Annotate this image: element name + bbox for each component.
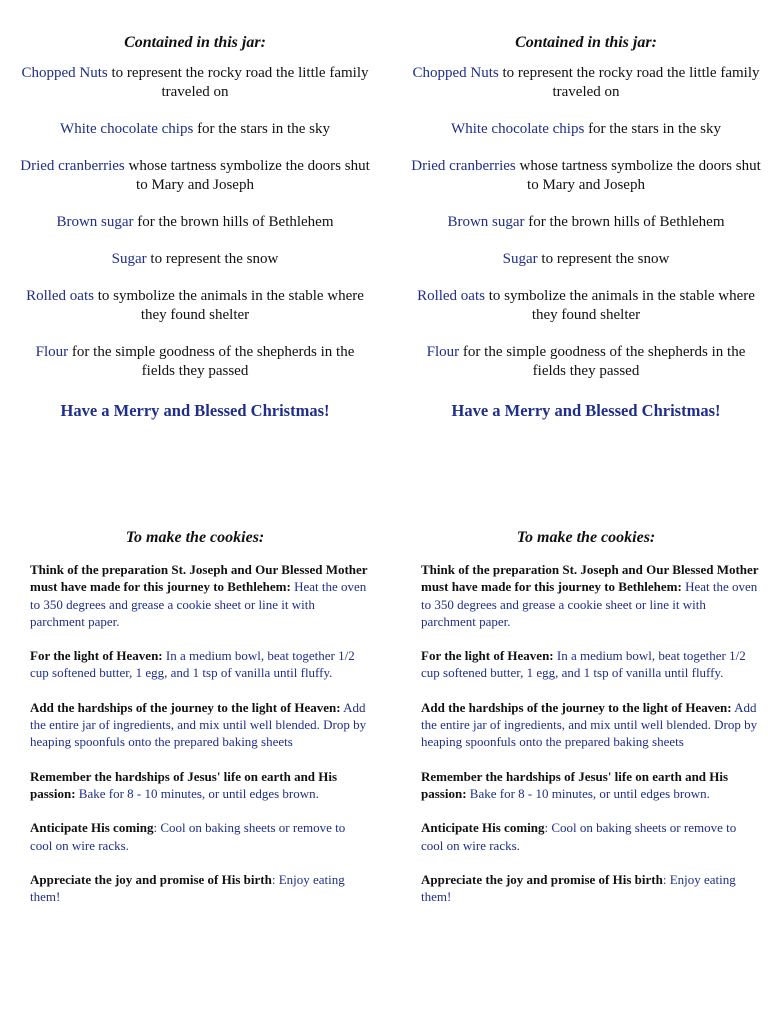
cookie-instructions-left (20, 529, 370, 922)
jar-item (411, 287, 761, 325)
ingredient-name: Rolled oats (26, 288, 94, 304)
ingredient-meaning: for the simple goodness of the shepherds in the fields they passed (68, 344, 355, 379)
step-lead: Add the hardships of the journey to the light of Heaven: (421, 699, 732, 715)
step-lead: Remember the hardships of Jesus' life on earth and His passion: (421, 768, 729, 801)
jar-item (20, 213, 370, 232)
ingredient-name: Rolled oats (417, 288, 485, 304)
step-lead: Think of the preparation St. Joseph and Our Blessed Mother must have made for this journey to Bethlehem: (30, 562, 368, 595)
ingredient-meaning: for the simple goodness of the shepherds in the fields they passed (459, 344, 746, 379)
jar-item (411, 157, 761, 195)
ingredient-meaning: to symbolize the animals in the stable where they found shelter (93, 288, 364, 323)
ingredient-meaning: to represent the snow (537, 251, 670, 267)
step-lead: Anticipate His coming (30, 820, 154, 836)
jar-item (411, 343, 761, 381)
ingredient-name: Chopped Nuts (21, 65, 108, 81)
cookies-heading: To make the cookies: (516, 529, 656, 546)
jar-item (411, 120, 761, 139)
step-lead: Anticipate His coming (421, 820, 545, 836)
ingredient-name: Brown sugar (56, 214, 134, 230)
jar-item (20, 120, 370, 139)
step-lead: For the light of Heaven: (30, 648, 163, 664)
step-instruction: : Enjoy eating them! (30, 871, 345, 905)
jar-item (411, 213, 761, 232)
ingredient-name: Brown sugar (447, 214, 525, 230)
recipe-step (20, 561, 370, 630)
recipe-step (20, 768, 370, 803)
jar-item (20, 343, 370, 381)
step-lead: Think of the preparation St. Joseph and Our Blessed Mother must have made for this journey to Bethlehem: (421, 562, 759, 595)
recipe-step (20, 647, 370, 682)
jar-item (411, 64, 761, 102)
jar-item (20, 157, 370, 195)
jar-label-left (20, 34, 370, 421)
step-instruction: Bake for 8 - 10 minutes, or until edges brown. (466, 785, 710, 801)
step-lead: For the light of Heaven: (421, 648, 554, 664)
step-instruction: Add the entire jar of ingredients, and mix until well blended. Drop by heaping spoonfuls onto the prepared baking sheets (421, 699, 758, 750)
recipe-step (411, 768, 761, 803)
ingredient-meaning: for the stars in the sky (193, 121, 330, 137)
ingredient-meaning: whose tartness symbolize the doors shut to Mary and Joseph (515, 158, 761, 193)
christmas-greeting: Have a Merry and Blessed Christmas! (60, 401, 330, 420)
jar-item (411, 250, 761, 269)
step-instruction: Heat the oven to 350 degrees and grease a cookie sheet or line it with parchment paper. (30, 579, 367, 629)
step-instruction: : Enjoy eating them! (421, 871, 736, 905)
recipe-step (20, 819, 370, 854)
ingredient-meaning: to represent the rocky road the little family traveled on (498, 65, 760, 100)
jar-item (20, 250, 370, 269)
step-instruction: Add the entire jar of ingredients, and mix until well blended. Drop by heaping spoonfuls onto the prepared baking sheets (30, 699, 367, 750)
jar-heading: Contained in this jar: (515, 34, 657, 51)
ingredient-name: Sugar (111, 251, 147, 267)
cookies-heading: To make the cookies: (125, 529, 265, 546)
ingredient-meaning: whose tartness symbolize the doors shut to Mary and Joseph (124, 158, 370, 193)
step-instruction: Heat the oven to 350 degrees and grease a cookie sheet or line it with parchment paper. (421, 579, 758, 629)
ingredient-meaning: for the brown hills of Bethlehem (524, 214, 725, 230)
step-instruction: Bake for 8 - 10 minutes, or until edges brown. (75, 785, 319, 801)
ingredient-meaning: to represent the rocky road the little family traveled on (107, 65, 369, 100)
recipe-step (411, 699, 761, 751)
step-instruction: In a medium bowl, beat together 1/2 cup softened butter, 1 egg, and 1 tsp of vanilla until fluffy. (30, 648, 355, 681)
ingredient-name: Sugar (502, 251, 538, 267)
step-instruction: : Cool on baking sheets or remove to cool on wire racks. (30, 820, 346, 853)
ingredient-name: White chocolate chips (60, 121, 194, 137)
cookie-instructions-right (411, 529, 761, 922)
recipe-step (411, 647, 761, 682)
recipe-step (20, 699, 370, 751)
ingredient-name: Dried cranberries (411, 158, 516, 174)
ingredient-name: White chocolate chips (451, 121, 585, 137)
step-instruction: In a medium bowl, beat together 1/2 cup softened butter, 1 egg, and 1 tsp of vanilla until fluffy. (421, 648, 746, 681)
step-instruction: : Cool on baking sheets or remove to cool on wire racks. (421, 820, 737, 853)
recipe-step (411, 819, 761, 854)
jar-item (20, 287, 370, 325)
step-lead: Remember the hardships of Jesus' life on earth and His passion: (30, 768, 338, 801)
step-lead: Add the hardships of the journey to the light of Heaven: (30, 699, 341, 715)
recipe-step (411, 561, 761, 630)
ingredient-name: Flour (426, 344, 460, 360)
recipe-step (411, 871, 761, 906)
ingredient-name: Flour (35, 344, 69, 360)
step-lead: Appreciate the joy and promise of His birth (421, 871, 663, 887)
ingredient-name: Dried cranberries (20, 158, 125, 174)
recipe-step (20, 871, 370, 906)
jar-heading: Contained in this jar: (124, 34, 266, 51)
jar-label-right (411, 34, 761, 421)
ingredient-meaning: for the brown hills of Bethlehem (133, 214, 334, 230)
jar-item (20, 64, 370, 102)
ingredient-meaning: to symbolize the animals in the stable where they found shelter (484, 288, 755, 323)
step-lead: Appreciate the joy and promise of His birth (30, 871, 272, 887)
ingredient-name: Chopped Nuts (412, 65, 499, 81)
ingredient-meaning: for the stars in the sky (584, 121, 721, 137)
christmas-greeting: Have a Merry and Blessed Christmas! (451, 401, 721, 420)
ingredient-meaning: to represent the snow (146, 251, 279, 267)
